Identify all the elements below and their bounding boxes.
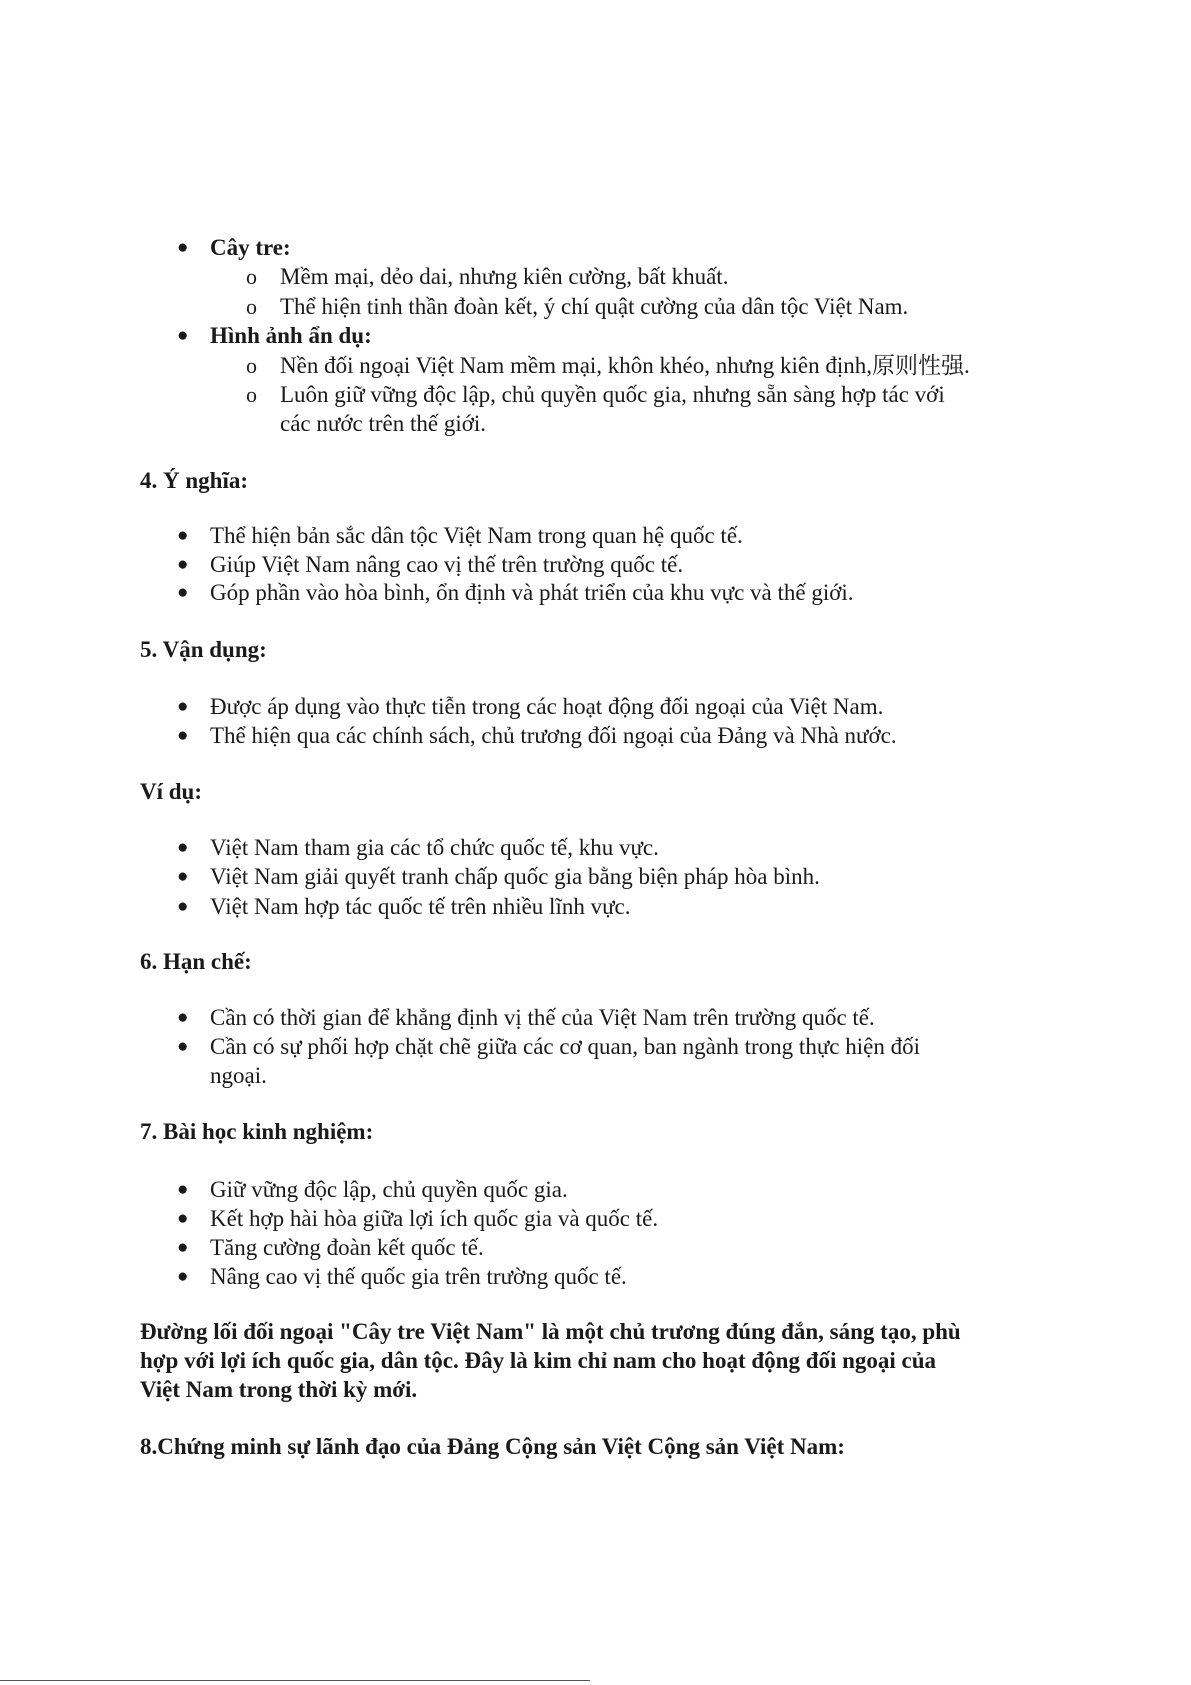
footer-divider — [0, 1680, 590, 1681]
sub-list-item: Thể hiện tinh thần đoàn kết, ý chí quật cường của dân tộc Việt Nam. — [280, 294, 909, 319]
section-heading: 6. Hạn chế: — [140, 949, 252, 974]
section-heading: 7. Bài học kinh nghiệm: — [140, 1119, 374, 1144]
bullet-icon: ● — [177, 554, 189, 575]
bullet-icon: ● — [177, 1237, 189, 1258]
list-item-label: Hình ảnh ẩn dụ: — [210, 323, 372, 348]
bullet-icon: ● — [177, 237, 189, 258]
bullet-icon: ● — [177, 325, 189, 346]
sub-bullet-icon: o — [246, 382, 257, 407]
bullet-icon: ● — [177, 525, 189, 546]
sub-list-item: Mềm mại, dẻo dai, nhưng kiên cường, bất khuất. — [280, 264, 729, 289]
bullet-icon: ● — [177, 1266, 189, 1287]
list-item-continuation: ngoại. — [210, 1063, 267, 1088]
sub-bullet-icon: o — [246, 353, 257, 378]
bullet-icon: ● — [177, 896, 189, 917]
bullet-icon: ● — [177, 866, 189, 887]
list-item: Thể hiện qua các chính sách, chủ trương đối ngoại của Đảng và Nhà nước. — [210, 723, 897, 748]
list-item: Được áp dụng vào thực tiễn trong các hoạt động đối ngoại của Việt Nam. — [210, 694, 884, 719]
list-item: Cần có sự phối hợp chặt chẽ giữa các cơ quan, ban ngành trong thực hiện đối — [210, 1034, 920, 1059]
bullet-icon: ● — [177, 696, 189, 717]
list-item: Tăng cường đoàn kết quốc tế. — [210, 1235, 484, 1260]
list-item: Giúp Việt Nam nâng cao vị thế trên trường quốc tế. — [210, 552, 684, 577]
sub-list-item: Nền đối ngoại Việt Nam mềm mại, khôn khéo, nhưng kiên định,原则性强. — [280, 353, 970, 378]
sub-list-item: Luôn giữ vững độc lập, chủ quyền quốc gia, nhưng sẵn sàng hợp tác với — [280, 382, 945, 407]
conclusion-line: Việt Nam trong thời kỳ mới. — [140, 1377, 418, 1402]
bullet-icon: ● — [177, 1179, 189, 1200]
list-item: Nâng cao vị thế quốc gia trên trường quốc tế. — [210, 1264, 627, 1289]
section-heading: 4. Ý nghĩa: — [140, 468, 248, 493]
bullet-icon: ● — [177, 837, 189, 858]
list-item: Góp phần vào hòa bình, ổn định và phát triển của khu vực và thế giới. — [210, 580, 854, 605]
bullet-icon: ● — [177, 1208, 189, 1229]
section-heading: Ví dụ: — [140, 779, 202, 804]
bullet-icon: ● — [177, 582, 189, 603]
bullet-icon: ● — [177, 1007, 189, 1028]
list-item: Cần có thời gian để khẳng định vị thế của Việt Nam trên trường quốc tế. — [210, 1005, 875, 1030]
sub-bullet-icon: o — [246, 264, 257, 289]
list-item: Việt Nam hợp tác quốc tế trên nhiều lĩnh vực. — [210, 894, 631, 919]
bullet-icon: ● — [177, 1036, 189, 1057]
sub-list-item-continuation: các nước trên thế giới. — [280, 411, 487, 436]
bullet-icon: ● — [177, 725, 189, 746]
sub-bullet-icon: o — [246, 294, 257, 319]
conclusion-line: Đường lối đối ngoại "Cây tre Việt Nam" là một chủ trương đúng đắn, sáng tạo, phù — [140, 1319, 961, 1344]
list-item: Thể hiện bản sắc dân tộc Việt Nam trong quan hệ quốc tế. — [210, 523, 743, 548]
list-item: Kết hợp hài hòa giữa lợi ích quốc gia và quốc tế. — [210, 1206, 659, 1231]
conclusion-line: hợp với lợi ích quốc gia, dân tộc. Đây là kim chỉ nam cho hoạt động đối ngoại của — [140, 1348, 937, 1373]
list-item: Việt Nam giải quyết tranh chấp quốc gia bằng biện pháp hòa bình. — [210, 864, 820, 889]
section-heading: 5. Vận dụng: — [140, 637, 267, 662]
list-item-label: Cây tre: — [210, 235, 291, 260]
list-item: Việt Nam tham gia các tổ chức quốc tế, khu vực. — [210, 835, 659, 860]
list-item: Giữ vững độc lập, chủ quyền quốc gia. — [210, 1177, 568, 1202]
section-heading: 8.Chứng minh sự lãnh đạo của Đảng Cộng sản Việt Cộng sản Việt Nam: — [140, 1434, 845, 1459]
